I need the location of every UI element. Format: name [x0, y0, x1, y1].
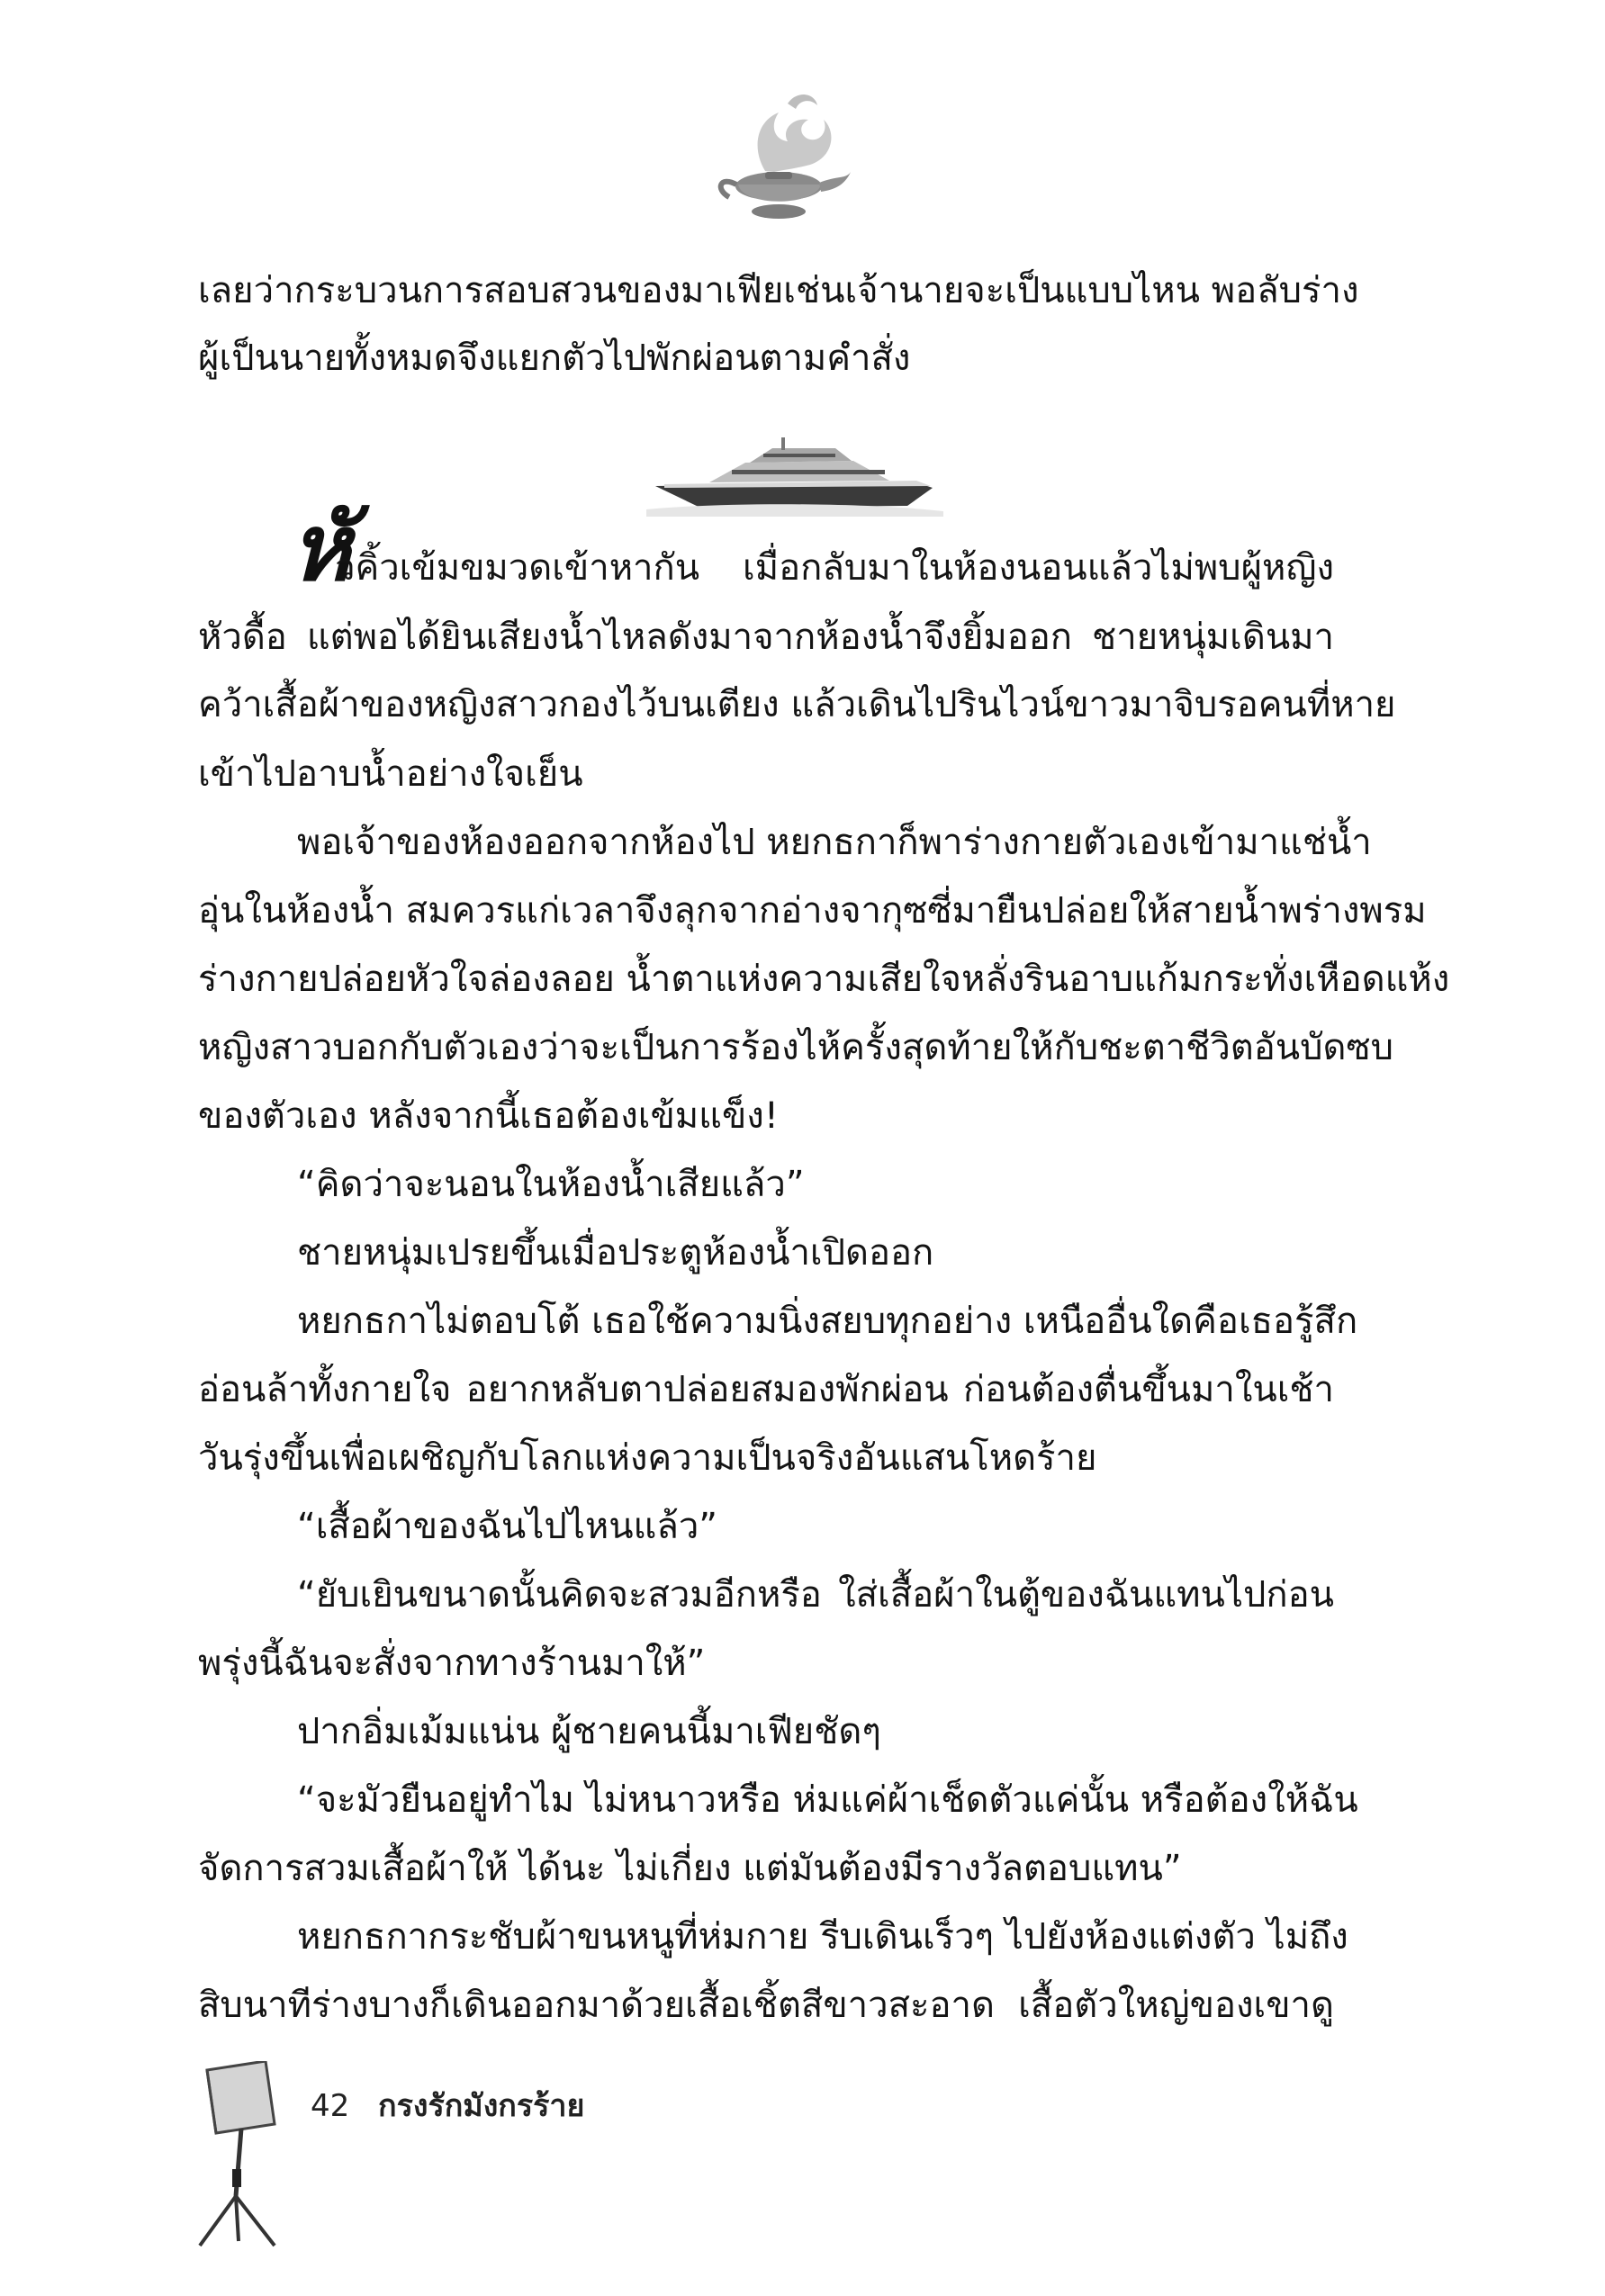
text-line: หยกธกากระชับผ้าขนหนูที่ห่มกาย รีบเดินเร็วๆ ไปยังห้องแต่งตัว ไม่ถึง [297, 1916, 1348, 1958]
text-line: หยกธกาไม่ตอบโต้ เธอใช้ความนิ่งสยบทุกอย่าง เหนืออื่นใดคือเธอรู้สึก [297, 1301, 1358, 1342]
text-line: วันรุ่งขึ้นเพื่อเผชิญกับโลกแห่งความเป็นจริงอันแสนโหดร้าย [198, 1437, 1097, 1479]
text-line: หัวดื้อ แต่พอได้ยินเสียงน้ำไหลดังมาจากห้องน้ำจึงยิ้มออก ชายหนุ่มเดินมา [198, 617, 1334, 658]
text-line: เข้าไปอาบน้ำอย่างใจเย็น [198, 753, 583, 795]
drop-cap: หั [290, 495, 351, 602]
text-line: “จะมัวยืนอยู่ทำไม ไม่หนาวหรือ ห่มแค่ผ้าเช็ดตัวแค่นั้น หรือต้องให้ฉัน [297, 1779, 1358, 1821]
text-line: เลยว่ากระบวนการสอบสวนของมาเฟียเช่นเจ้านายจะเป็นแบบไหน พอลับร่าง [198, 270, 1359, 311]
text-line: พอเจ้าของห้องออกจากห้องไป หยกธกาก็พาร่างกายตัวเองเข้ามาแช่น้ำ [297, 822, 1372, 863]
text-line: สิบนาทีร่างบางก็เดินออกมาด้วยเสื้อเชิ้ตสีขาวสะอาด เสื้อตัวใหญ่ของเขาดู [198, 1985, 1334, 2026]
text-line: จัดการสวมเสื้อผ้าให้ ได้นะ ไม่เกี่ยง แต่มันต้องมีรางวัลตอบแทน” [198, 1848, 1182, 1889]
yacht-icon [646, 430, 943, 520]
page-number: 42 [311, 2088, 350, 2124]
text-line: หญิงสาวบอกกับตัวเองว่าจะเป็นการร้องไห้ครั้งสุดท้ายให้กับชะตาชีวิตอันบัดซบ [198, 1027, 1394, 1068]
text-line: ของตัวเอง หลังจากนี้เธอต้องเข้มแข็ง! [198, 1095, 779, 1137]
text-line: ชายหนุ่มเปรยขึ้นเมื่อประตูห้องน้ำเปิดออก [297, 1232, 934, 1274]
text-line: “เสื้อผ้าของฉันไปไหนแล้ว” [297, 1506, 718, 1547]
studio-light-stand-icon [189, 2061, 297, 2250]
text-line: ร่างกายปล่อยหัวใจล่องลอย น้ำตาแห่งความเสียใจหลั่งรินอาบแก้มกระทั่งเหือดแห้ง [198, 959, 1450, 1000]
text-line: ผู้เป็นนายทั้งหมดจึงแยกตัวไปพักผ่อนตามคำสั่ง [198, 338, 911, 379]
text-line: อ่อนล้าทั้งกายใจ อยากหลับตาปล่อยสมองพักผ่อน ก่อนต้องตื่นขึ้นมาในเช้า [198, 1369, 1334, 1410]
genie-lamp-icon [702, 86, 855, 239]
text-line: “คิดว่าจะนอนในห้องน้ำเสียแล้ว” [297, 1164, 805, 1205]
text-line: ปากอิ่มเม้มแน่น ผู้ชายคนนี้มาเฟียชัดๆ [297, 1711, 881, 1752]
book-title: กรงรักมังกรร้าย [378, 2088, 585, 2124]
text-line: “ยับเยินขนาดนั้นคิดจะสวมอีกหรือ ใส่เสื้อผ้าในตู้ของฉันแทนไปก่อน [297, 1574, 1334, 1616]
text-line: คว้าเสื้อผ้าของหญิงสาวกองไว้บนเตียง แล้วเดินไปรินไวน์ขาวมาจิบรอคนที่หาย [198, 684, 1396, 725]
text-line: อุ่นในห้องน้ำ สมควรแก่เวลาจึงลุกจากอ่างจากุซซี่มายืนปล่อยให้สายน้ำพร่างพรม [198, 890, 1427, 932]
text-line: วคิ้วเข้มขมวดเข้าหากัน เมื่อกลับมาในห้องนอนแล้วไม่พบผู้หญิง [335, 547, 1334, 589]
text-line: พรุ่งนี้ฉันจะสั่งจากทางร้านมาให้” [198, 1643, 706, 1684]
